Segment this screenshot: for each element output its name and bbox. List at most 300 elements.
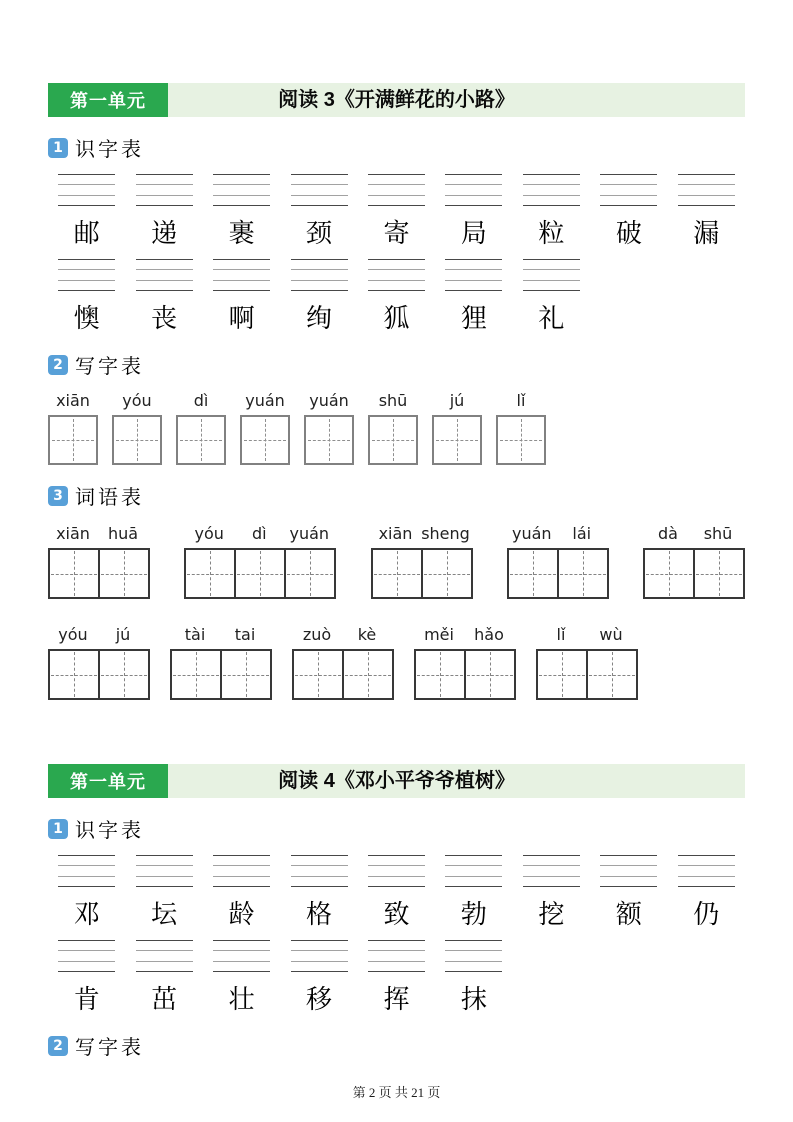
pinyin-four-line-grid — [445, 855, 502, 887]
grid-line — [445, 855, 502, 856]
word-box — [184, 548, 336, 599]
grid-line — [678, 886, 735, 887]
section-title: 识字表 — [75, 139, 144, 161]
pinyin-label: shū — [378, 391, 408, 410]
section-number-badge: 2 — [48, 1036, 68, 1056]
grid-line — [291, 205, 348, 206]
section-number-badge: 1 — [48, 819, 68, 839]
grid-line — [445, 961, 502, 962]
pinyin-four-line-grid — [368, 259, 425, 291]
section-number-badge: 3 — [48, 486, 68, 506]
tianzige-cell — [509, 550, 557, 597]
grid-line — [136, 876, 193, 877]
grid-line — [291, 290, 348, 291]
word-group — [536, 625, 638, 700]
character-glyph: 肯 — [73, 985, 100, 1014]
grid-line — [600, 876, 657, 877]
character-cell — [203, 855, 280, 930]
grid-line — [213, 269, 270, 270]
grid-line — [58, 205, 115, 206]
grid-line — [291, 280, 348, 281]
grid-line — [58, 865, 115, 866]
grid-line — [368, 259, 425, 260]
grid-line — [213, 280, 270, 281]
character-glyph: 勃 — [460, 900, 487, 929]
pinyin-label: jú — [449, 391, 465, 410]
grid-line — [58, 971, 115, 972]
unit-block — [48, 764, 745, 1060]
pinyin-four-line-grid — [445, 940, 502, 972]
grid-line — [213, 876, 270, 877]
pinyin-four-line-grid — [368, 855, 425, 887]
grid-line — [600, 865, 657, 866]
grid-line — [678, 865, 735, 866]
unit-badge: 第一单元 — [48, 764, 168, 798]
writing-cell — [48, 391, 98, 465]
tianzige-cell — [186, 550, 234, 597]
grid-line — [600, 886, 657, 887]
character-glyph: 坛 — [151, 900, 178, 929]
pinyin-four-line-grid — [58, 940, 115, 972]
character-glyph: 颈 — [306, 219, 333, 248]
pinyin-label: yuán — [511, 524, 552, 543]
grid-line — [600, 195, 657, 196]
character-row — [48, 259, 745, 334]
grid-line — [368, 184, 425, 185]
word-pinyin-row — [48, 625, 150, 646]
character-cell — [125, 855, 202, 930]
character-cell — [48, 855, 125, 930]
pinyin-label: dì — [251, 524, 267, 543]
pinyin-label: xiān — [56, 524, 90, 543]
pinyin-label: yóu — [194, 524, 224, 543]
grid-line — [523, 174, 580, 175]
character-glyph: 龄 — [228, 900, 255, 929]
word-group — [507, 524, 609, 599]
section-title: 写字表 — [75, 1037, 144, 1059]
grid-line — [600, 174, 657, 175]
grid-line — [213, 184, 270, 185]
grid-line — [213, 205, 270, 206]
character-cell — [668, 174, 745, 249]
grid-line — [213, 290, 270, 291]
grid-line — [58, 259, 115, 260]
character-cell — [48, 259, 125, 334]
tianzige-cell — [98, 550, 148, 597]
grid-line — [523, 886, 580, 887]
grid-line — [445, 269, 502, 270]
section-title: 识字表 — [75, 820, 144, 842]
character-cell — [435, 855, 512, 930]
character-glyph: 破 — [615, 219, 642, 248]
pinyin-label: lái — [572, 524, 592, 543]
lesson-title: 阅读 4《邓小平爷爷植树》 — [278, 770, 515, 792]
word-box — [536, 649, 638, 700]
grid-line — [136, 195, 193, 196]
pinyin-four-line-grid — [213, 855, 270, 887]
character-glyph: 递 — [151, 219, 178, 248]
grid-line — [136, 865, 193, 866]
writing-grid-row — [48, 391, 745, 465]
grid-line — [291, 886, 348, 887]
grid-line — [368, 174, 425, 175]
character-glyph: 狸 — [460, 304, 487, 333]
character-glyph: 邮 — [73, 219, 100, 248]
grid-line — [600, 205, 657, 206]
pinyin-four-line-grid — [291, 259, 348, 291]
grid-line — [368, 269, 425, 270]
tianzige-box — [240, 415, 290, 465]
pinyin-label: kè — [357, 625, 377, 644]
grid-line — [368, 195, 425, 196]
character-cell — [513, 259, 590, 334]
section-label — [48, 481, 745, 510]
word-box — [371, 548, 473, 599]
character-cell — [590, 855, 667, 930]
character-glyph: 懊 — [73, 304, 100, 333]
grid-line — [58, 174, 115, 175]
pinyin-four-line-grid — [678, 174, 735, 206]
grid-line — [291, 950, 348, 951]
pinyin-label: xiān — [378, 524, 413, 543]
character-glyph: 格 — [306, 900, 333, 929]
word-group — [170, 625, 272, 700]
word-box — [292, 649, 394, 700]
grid-line — [58, 195, 115, 196]
pinyin-four-line-grid — [58, 259, 115, 291]
grid-line — [523, 855, 580, 856]
character-cell — [513, 174, 590, 249]
pinyin-four-line-grid — [368, 174, 425, 206]
grid-line — [368, 876, 425, 877]
section-number-badge: 2 — [48, 355, 68, 375]
pinyin-label: tai — [234, 625, 256, 644]
character-row — [48, 174, 745, 249]
writing-cell — [496, 391, 546, 465]
tianzige-cell — [284, 550, 334, 597]
character-cell — [280, 174, 357, 249]
grid-line — [445, 886, 502, 887]
word-group — [48, 625, 150, 700]
grid-line — [213, 971, 270, 972]
grid-line — [523, 876, 580, 877]
pinyin-label: dì — [193, 391, 209, 410]
character-glyph: 裹 — [228, 219, 255, 248]
grid-line — [291, 174, 348, 175]
pinyin-label: lǐ — [516, 391, 526, 410]
tianzige-cell — [50, 550, 98, 597]
grid-line — [445, 205, 502, 206]
lesson-title: 阅读 3《开满鲜花的小路》 — [278, 89, 515, 111]
grid-line — [136, 971, 193, 972]
grid-line — [291, 961, 348, 962]
grid-line — [445, 865, 502, 866]
character-cell — [513, 855, 590, 930]
character-cell — [435, 174, 512, 249]
grid-line — [445, 940, 502, 941]
word-pinyin-row — [414, 625, 516, 646]
grid-line — [600, 855, 657, 856]
grid-line — [291, 865, 348, 866]
character-glyph: 额 — [615, 900, 642, 929]
character-glyph: 挥 — [383, 985, 410, 1014]
unit-header-bar — [48, 764, 745, 798]
grid-line — [291, 940, 348, 941]
word-group — [48, 524, 150, 599]
pinyin-label: lǐ — [556, 625, 566, 644]
grid-line — [445, 184, 502, 185]
section-number-badge: 1 — [48, 138, 68, 158]
pinyin-label: yóu — [122, 391, 152, 410]
character-glyph: 绚 — [306, 304, 333, 333]
word-group — [371, 524, 473, 599]
word-pinyin-row — [170, 625, 272, 646]
word-box — [643, 548, 745, 599]
character-cell — [203, 940, 280, 1015]
grid-line — [58, 855, 115, 856]
pinyin-four-line-grid — [523, 259, 580, 291]
character-glyph: 仍 — [693, 900, 720, 929]
writing-cell — [112, 391, 162, 465]
character-glyph: 致 — [383, 900, 410, 929]
grid-line — [368, 280, 425, 281]
tianzige-cell — [294, 651, 342, 698]
pinyin-four-line-grid — [368, 940, 425, 972]
grid-line — [368, 961, 425, 962]
character-glyph: 漏 — [693, 219, 720, 248]
grid-line — [58, 280, 115, 281]
grid-line — [445, 280, 502, 281]
grid-line — [58, 184, 115, 185]
tianzige-box — [432, 415, 482, 465]
character-cell — [358, 259, 435, 334]
word-pinyin-row — [184, 524, 336, 545]
pinyin-label: jú — [115, 625, 131, 644]
character-glyph: 茁 — [151, 985, 178, 1014]
grid-line — [136, 961, 193, 962]
grid-line — [291, 876, 348, 877]
tianzige-cell — [464, 651, 514, 698]
character-glyph: 局 — [460, 219, 487, 248]
grid-line — [58, 950, 115, 951]
grid-line — [600, 184, 657, 185]
character-cell — [435, 259, 512, 334]
writing-cell — [432, 391, 482, 465]
pinyin-four-line-grid — [58, 174, 115, 206]
grid-line — [213, 259, 270, 260]
character-cell — [280, 259, 357, 334]
grid-line — [368, 865, 425, 866]
character-row — [48, 855, 745, 930]
page-number-footer: 第 2 页 共 21 页 — [352, 1085, 441, 1100]
word-box — [48, 649, 150, 700]
grid-line — [136, 940, 193, 941]
grid-line — [136, 290, 193, 291]
section-label — [48, 350, 745, 379]
word-group — [184, 524, 336, 599]
pinyin-label: dà — [658, 524, 678, 543]
units-container — [48, 83, 745, 1060]
section-title: 写字表 — [75, 356, 144, 378]
grid-line — [213, 195, 270, 196]
pinyin-label: sheng — [421, 524, 470, 543]
word-pinyin-row — [536, 625, 638, 646]
pinyin-four-line-grid — [445, 174, 502, 206]
grid-line — [523, 290, 580, 291]
character-glyph: 壮 — [228, 985, 255, 1014]
tianzige-cell — [416, 651, 464, 698]
pinyin-four-line-grid — [523, 174, 580, 206]
character-glyph: 挖 — [538, 900, 565, 929]
grid-line — [213, 855, 270, 856]
grid-line — [523, 205, 580, 206]
character-cell — [358, 855, 435, 930]
pinyin-label: wù — [599, 625, 623, 644]
grid-line — [368, 950, 425, 951]
grid-line — [213, 961, 270, 962]
character-cell — [280, 940, 357, 1015]
grid-line — [136, 855, 193, 856]
pinyin-four-line-grid — [58, 855, 115, 887]
character-row — [48, 940, 745, 1015]
pinyin-label: xiān — [56, 391, 90, 410]
grid-line — [523, 865, 580, 866]
grid-line — [291, 855, 348, 856]
grid-line — [291, 269, 348, 270]
character-glyph: 抹 — [460, 985, 487, 1014]
pinyin-label: zuò — [302, 625, 332, 644]
grid-line — [291, 259, 348, 260]
word-box — [414, 649, 516, 700]
word-group — [292, 625, 394, 700]
grid-line — [678, 174, 735, 175]
character-cell — [125, 174, 202, 249]
tianzige-box — [368, 415, 418, 465]
grid-line — [678, 184, 735, 185]
pinyin-four-line-grid — [523, 855, 580, 887]
grid-line — [58, 290, 115, 291]
pinyin-label: shū — [703, 524, 733, 543]
pinyin-four-line-grid — [291, 174, 348, 206]
character-glyph: 礼 — [538, 304, 565, 333]
grid-line — [368, 971, 425, 972]
tianzige-cell — [693, 550, 743, 597]
tianzige-box — [48, 415, 98, 465]
grid-line — [445, 290, 502, 291]
character-cell — [358, 940, 435, 1015]
word-row — [48, 524, 745, 599]
pinyin-four-line-grid — [445, 259, 502, 291]
character-glyph: 移 — [306, 985, 333, 1014]
grid-line — [445, 195, 502, 196]
grid-line — [368, 290, 425, 291]
character-glyph: 寄 — [383, 219, 410, 248]
character-glyph: 狐 — [383, 304, 410, 333]
grid-line — [291, 971, 348, 972]
grid-line — [213, 950, 270, 951]
character-cell — [668, 855, 745, 930]
grid-line — [523, 195, 580, 196]
grid-line — [136, 886, 193, 887]
tianzige-cell — [421, 550, 471, 597]
tianzige-cell — [342, 651, 392, 698]
grid-line — [213, 865, 270, 866]
pinyin-label: yuán — [245, 391, 285, 410]
unit-badge: 第一单元 — [48, 83, 168, 117]
pinyin-label: yuán — [289, 524, 330, 543]
character-cell — [48, 940, 125, 1015]
grid-line — [678, 195, 735, 196]
section-title: 词语表 — [75, 487, 144, 509]
word-row — [48, 625, 745, 700]
tianzige-cell — [172, 651, 220, 698]
grid-line — [136, 174, 193, 175]
character-cell — [435, 940, 512, 1015]
tianzige-cell — [50, 651, 98, 698]
grid-line — [678, 205, 735, 206]
tianzige-cell — [373, 550, 421, 597]
grid-line — [523, 280, 580, 281]
section-label — [48, 133, 745, 162]
character-cell — [48, 174, 125, 249]
grid-line — [445, 950, 502, 951]
grid-line — [58, 876, 115, 877]
tianzige-box — [112, 415, 162, 465]
grid-line — [368, 205, 425, 206]
grid-line — [58, 269, 115, 270]
grid-line — [58, 961, 115, 962]
word-box — [507, 548, 609, 599]
grid-line — [213, 174, 270, 175]
tianzige-box — [496, 415, 546, 465]
character-glyph: 丧 — [151, 304, 178, 333]
grid-line — [523, 184, 580, 185]
grid-line — [136, 269, 193, 270]
writing-cell — [240, 391, 290, 465]
character-cell — [125, 259, 202, 334]
grid-line — [136, 259, 193, 260]
grid-line — [523, 259, 580, 260]
pinyin-four-line-grid — [678, 855, 735, 887]
unit-block — [48, 83, 745, 700]
character-cell — [125, 940, 202, 1015]
tianzige-cell — [98, 651, 148, 698]
pinyin-four-line-grid — [136, 174, 193, 206]
word-group — [414, 625, 516, 700]
grid-line — [368, 855, 425, 856]
tianzige-cell — [557, 550, 607, 597]
grid-line — [368, 886, 425, 887]
pinyin-label: huā — [107, 524, 139, 543]
pinyin-four-line-grid — [291, 940, 348, 972]
character-cell — [590, 174, 667, 249]
pinyin-label: yóu — [58, 625, 88, 644]
writing-cell — [176, 391, 226, 465]
character-cell — [280, 855, 357, 930]
tianzige-cell — [586, 651, 636, 698]
writing-cell — [368, 391, 418, 465]
grid-line — [136, 184, 193, 185]
word-pinyin-row — [507, 524, 609, 545]
tianzige-box — [304, 415, 354, 465]
writing-cell — [304, 391, 354, 465]
grid-line — [445, 174, 502, 175]
word-pinyin-row — [371, 524, 473, 545]
pinyin-four-line-grid — [136, 855, 193, 887]
character-cell — [358, 174, 435, 249]
grid-line — [58, 886, 115, 887]
tianzige-cell — [538, 651, 586, 698]
